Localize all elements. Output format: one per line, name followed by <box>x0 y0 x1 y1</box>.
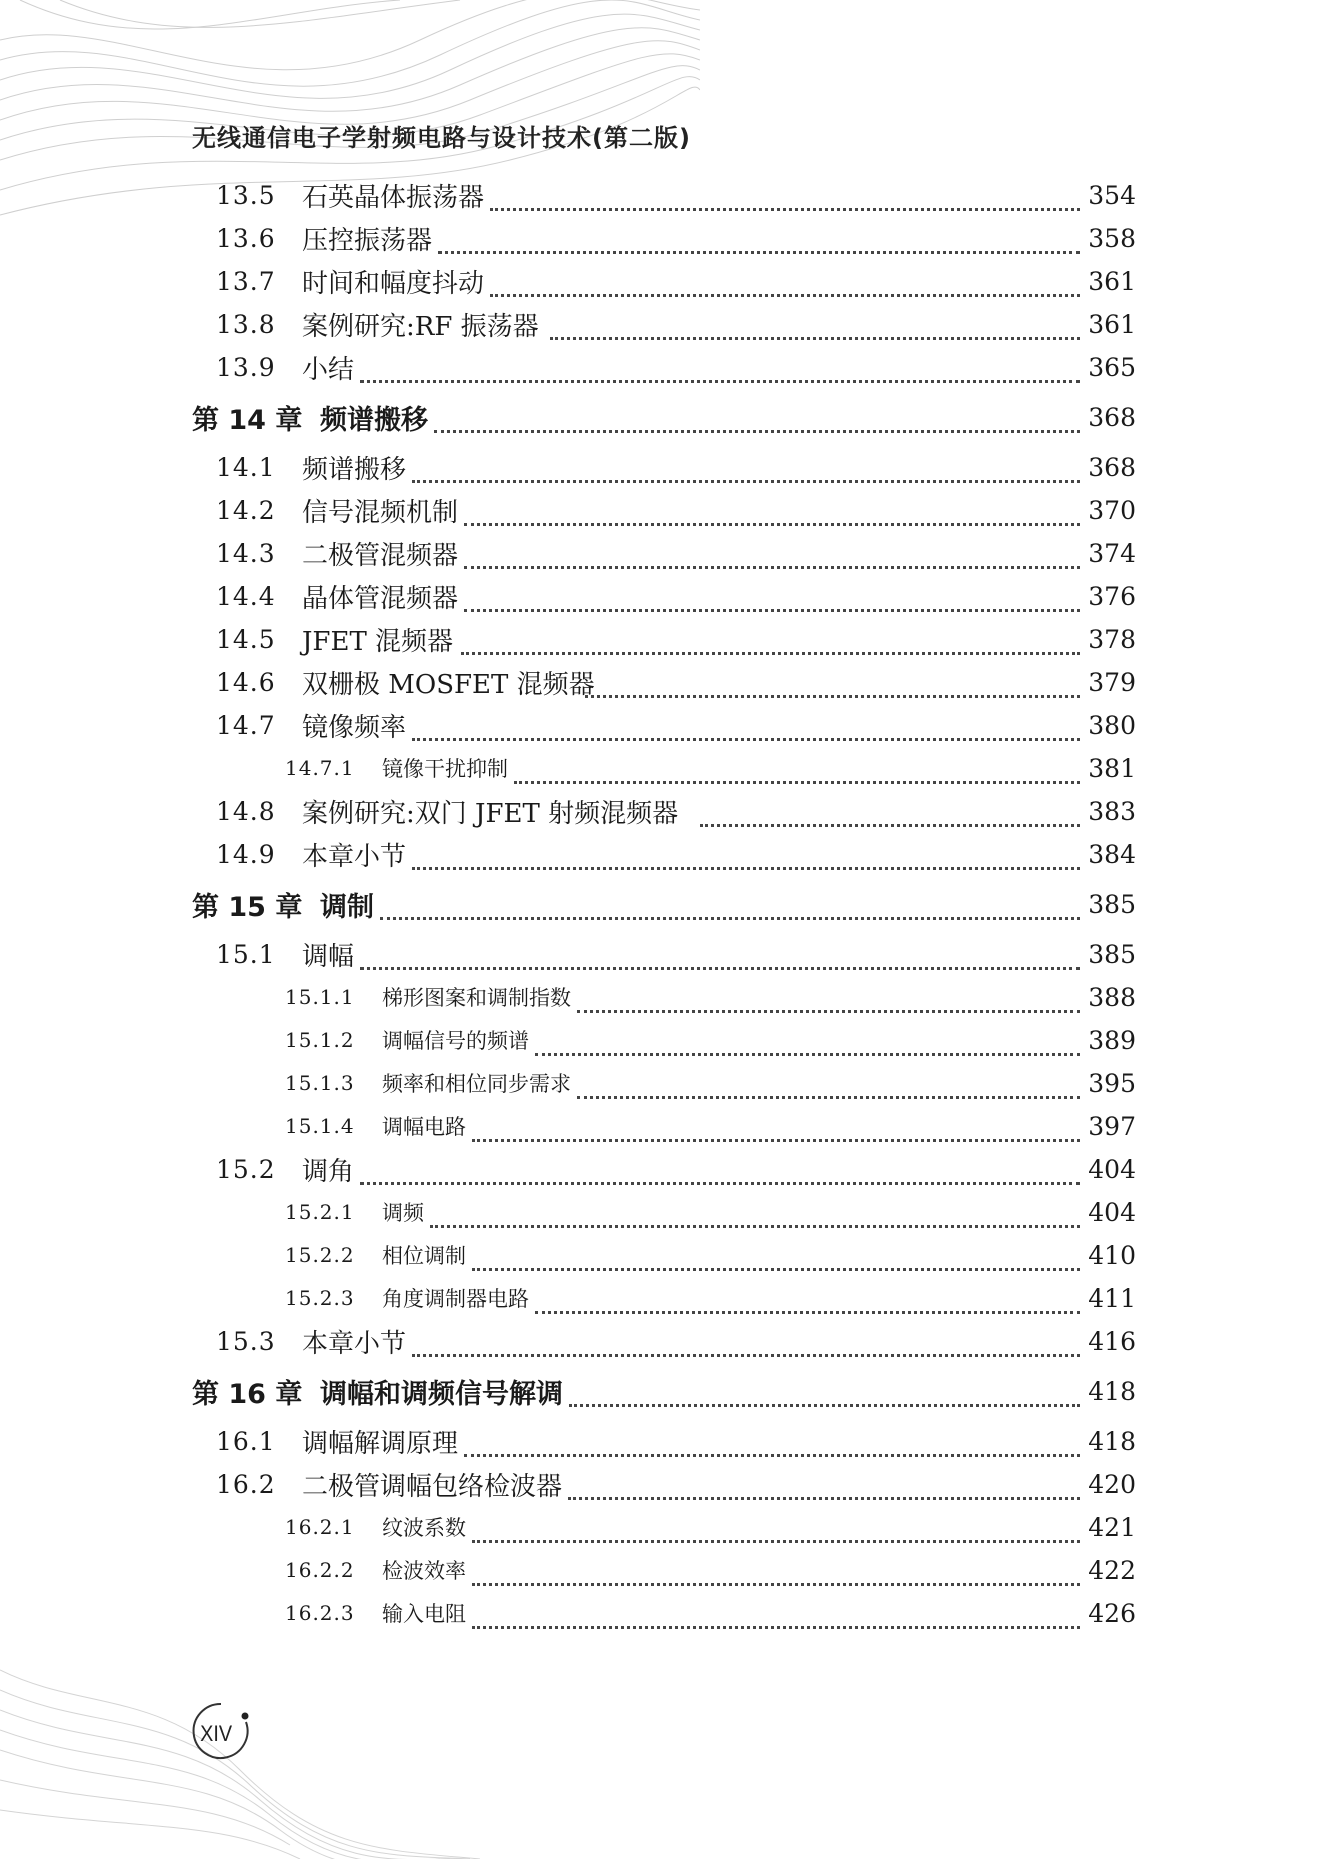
toc-entry-title: 输入电阻 <box>382 1602 466 1626</box>
toc-entry-title: 信号混频机制 <box>302 497 459 528</box>
toc-entry <box>0 705 1331 745</box>
toc-entry-number: 13.8 <box>216 309 276 339</box>
toc-leader-dots <box>490 264 1080 297</box>
toc-entry <box>0 447 1331 487</box>
toc-leader-dots <box>577 1066 1080 1099</box>
toc-entry-number: 15.2.3 <box>285 1286 355 1310</box>
toc-entry-page: 410 <box>1088 1240 1136 1270</box>
toc-entry-number: 15.1 <box>216 939 276 969</box>
toc-entry-page: 411 <box>1088 1283 1136 1313</box>
toc-entry-page: 421 <box>1088 1512 1136 1542</box>
toc-entry <box>0 347 1331 387</box>
toc-entry <box>0 175 1331 215</box>
toc-entry-page: 384 <box>1088 839 1136 869</box>
toc-entry <box>0 1020 1331 1060</box>
toc-leader-dots <box>412 1324 1080 1357</box>
toc-entry <box>0 1278 1331 1318</box>
toc-entry-title: 角度调制器电路 <box>382 1287 529 1311</box>
toc-leader-dots <box>380 887 1080 920</box>
toc-entry-number: 15.1.3 <box>285 1071 355 1095</box>
toc-entry <box>0 662 1331 702</box>
toc-entry-title: 时间和幅度抖动 <box>302 268 485 299</box>
toc-entry-number: 13.5 <box>216 180 276 210</box>
toc-entry <box>0 1063 1331 1103</box>
toc-entry-number: 14.6 <box>216 667 276 697</box>
toc-entry-page: 365 <box>1088 352 1136 382</box>
toc-entry <box>0 791 1331 831</box>
toc-entry-page: 426 <box>1088 1598 1136 1628</box>
toc-entry-title: 镜像频率 <box>302 712 407 743</box>
toc-entry-title: 晶体管混频器 <box>302 583 459 614</box>
toc-entry-number: 15.1.4 <box>285 1114 355 1138</box>
toc-entry-page: 361 <box>1088 309 1136 339</box>
toc-leader-dots <box>464 1424 1080 1457</box>
toc-entry-title: JFET 混频器 <box>302 626 454 657</box>
toc-entry-number: 13.9 <box>216 352 276 382</box>
toc-entry <box>0 1593 1331 1633</box>
toc-entry-number: 16.2.1 <box>285 1515 355 1539</box>
toc-entry-page: 385 <box>1088 889 1136 919</box>
toc-leader-dots <box>360 1152 1080 1185</box>
toc-entry <box>0 533 1331 573</box>
running-header-book-title: 无线通信电子学射频电路与设计技术(第二版) <box>192 124 691 152</box>
toc-entry <box>0 977 1331 1017</box>
toc-entry <box>0 397 1331 437</box>
toc-entry-number: 14.7 <box>216 710 276 740</box>
toc-entry-number: 14.2 <box>216 495 276 525</box>
toc-entry-number: 15.2.2 <box>285 1243 355 1267</box>
toc-entry-page: 418 <box>1088 1376 1136 1406</box>
toc-entry-title: 频谱搬移 <box>302 454 407 485</box>
toc-entry-number: 14.5 <box>216 624 276 654</box>
toc-leader-dots <box>464 579 1080 612</box>
toc-entry-title: 双栅极 MOSFET 混频器 <box>302 669 595 700</box>
toc-entry <box>0 490 1331 530</box>
toc-entry-page: 379 <box>1088 667 1136 697</box>
toc-leader-dots <box>360 350 1080 383</box>
toc-entry-page: 404 <box>1088 1197 1136 1227</box>
toc-entry-number: 第 14 章 <box>192 404 303 436</box>
toc-entry-page: 416 <box>1088 1326 1136 1356</box>
toc-entry <box>0 1149 1331 1189</box>
toc-entry-page: 422 <box>1088 1555 1136 1585</box>
toc-leader-dots <box>412 837 1080 870</box>
toc-entry-title: 小结 <box>302 354 355 385</box>
toc-entry-page: 395 <box>1088 1068 1136 1098</box>
toc-entry-title: 二极管混频器 <box>302 540 459 571</box>
toc-entry <box>0 1235 1331 1275</box>
toc-entry <box>0 261 1331 301</box>
toc-leader-dots <box>535 1281 1080 1314</box>
toc-entry-title: 本章小节 <box>302 1328 407 1359</box>
toc-entry-title: 调制 <box>320 891 374 923</box>
toc-leader-dots <box>464 493 1080 526</box>
toc-entry <box>0 1371 1331 1411</box>
toc-entry-title: 检波效率 <box>382 1559 466 1583</box>
toc-leader-dots <box>472 1238 1080 1271</box>
toc-entry-page: 370 <box>1088 495 1136 525</box>
toc-entry-page: 397 <box>1088 1111 1136 1141</box>
toc-entry-number: 第 16 章 <box>192 1378 303 1410</box>
toc-leader-dots <box>550 307 1080 340</box>
toc-entry-number: 16.2 <box>216 1469 276 1499</box>
toc-leader-dots <box>412 708 1080 741</box>
toc-entry <box>0 1106 1331 1146</box>
toc-entry-page: 354 <box>1088 180 1136 210</box>
toc-entry-number: 14.8 <box>216 796 276 826</box>
toc-entry-page: 388 <box>1088 982 1136 1012</box>
toc-entry-page: 404 <box>1088 1154 1136 1184</box>
toc-entry <box>0 748 1331 788</box>
toc-leader-dots <box>472 1596 1080 1629</box>
toc-entry <box>0 1507 1331 1547</box>
toc-leader-dots <box>438 221 1080 254</box>
toc-leader-dots <box>461 622 1080 655</box>
toc-entry-number: 16.2.3 <box>285 1601 355 1625</box>
toc-entry <box>0 834 1331 874</box>
toc-entry-page: 358 <box>1088 223 1136 253</box>
toc-entry-number: 15.1.1 <box>285 985 355 1009</box>
toc-entry-title: 案例研究:双门 JFET 射频混频器 <box>302 798 679 829</box>
toc-leader-dots <box>569 1374 1080 1407</box>
toc-entry-number: 13.7 <box>216 266 276 296</box>
toc-entry-page: 368 <box>1088 452 1136 482</box>
toc-entry <box>0 619 1331 659</box>
toc-entry-number: 第 15 章 <box>192 891 303 923</box>
toc-entry-page: 389 <box>1088 1025 1136 1055</box>
toc-leader-dots <box>472 1553 1080 1586</box>
toc-entry <box>0 218 1331 258</box>
toc-entry-page: 383 <box>1088 796 1136 826</box>
toc-entry-title: 调幅电路 <box>382 1115 466 1139</box>
toc-entry <box>0 304 1331 344</box>
toc-entry-title: 调幅和调频信号解调 <box>320 1378 563 1410</box>
toc-entry-title: 调频 <box>382 1201 424 1225</box>
toc-leader-dots <box>434 400 1080 433</box>
toc-entry-number: 15.2.1 <box>285 1200 355 1224</box>
toc-entry-title: 压控振荡器 <box>302 225 433 256</box>
toc-entry-page: 361 <box>1088 266 1136 296</box>
toc-entry-page: 368 <box>1088 402 1136 432</box>
toc-entry-title: 调幅 <box>302 941 355 972</box>
toc-entry-number: 14.4 <box>216 581 276 611</box>
toc-leader-dots <box>568 1467 1080 1500</box>
toc-leader-dots <box>412 450 1080 483</box>
toc-entry-page: 385 <box>1088 939 1136 969</box>
toc-entry-page: 418 <box>1088 1426 1136 1456</box>
page-folio-badge <box>190 1700 252 1762</box>
toc-entry-title: 梯形图案和调制指数 <box>382 986 571 1010</box>
toc-entry-number: 15.1.2 <box>285 1028 355 1052</box>
toc-leader-dots <box>472 1510 1080 1543</box>
toc-entry <box>0 576 1331 616</box>
toc-leader-dots <box>577 980 1080 1013</box>
toc-leader-dots <box>360 937 1080 970</box>
toc-entry-page: 381 <box>1088 753 1136 783</box>
toc-entry-title: 镜像干扰抑制 <box>382 757 508 781</box>
toc-entry-number: 15.2 <box>216 1154 276 1184</box>
toc-entry-number: 14.3 <box>216 538 276 568</box>
toc-entry-title: 石英晶体振荡器 <box>302 182 485 213</box>
toc-entry-number: 14.1 <box>216 452 276 482</box>
toc-entry-number: 16.2.2 <box>285 1558 355 1582</box>
toc-entry-number: 13.6 <box>216 223 276 253</box>
toc-entry-title: 相位调制 <box>382 1244 466 1268</box>
toc-entry <box>0 934 1331 974</box>
page-folio-number: XIV <box>200 1722 233 1747</box>
toc-entry-number: 16.1 <box>216 1426 276 1456</box>
toc-leader-dots <box>490 178 1080 211</box>
toc-entry <box>0 1550 1331 1590</box>
toc-leader-dots <box>430 1195 1080 1228</box>
toc-entry-page: 374 <box>1088 538 1136 568</box>
toc-entry-title: 案例研究:RF 振荡器 <box>302 311 539 342</box>
toc-entry-number: 15.3 <box>216 1326 276 1356</box>
toc-leader-dots <box>535 1023 1080 1056</box>
toc-leader-dots <box>585 665 1080 698</box>
toc-leader-dots <box>472 1109 1080 1142</box>
toc-entry <box>0 1421 1331 1461</box>
toc-entry-title: 二极管调幅包络检波器 <box>302 1471 563 1502</box>
toc-leader-dots <box>700 794 1080 827</box>
toc-entry-title: 频率和相位同步需求 <box>382 1072 571 1096</box>
toc-entry <box>0 1192 1331 1232</box>
toc-entry-page: 380 <box>1088 710 1136 740</box>
toc-entry <box>0 1321 1331 1361</box>
toc-entry-page: 420 <box>1088 1469 1136 1499</box>
toc-leader-dots <box>464 536 1080 569</box>
toc-leader-dots <box>514 751 1080 784</box>
toc-entry <box>0 884 1331 924</box>
toc-entry-number: 14.9 <box>216 839 276 869</box>
toc-entry <box>0 1464 1331 1504</box>
toc-entry-title: 调幅解调原理 <box>302 1428 459 1459</box>
toc-entry-page: 376 <box>1088 581 1136 611</box>
toc-entry-title: 纹波系数 <box>382 1516 466 1540</box>
toc-entry-title: 频谱搬移 <box>320 404 428 436</box>
toc-entry-number: 14.7.1 <box>285 756 355 780</box>
toc-entry-title: 本章小节 <box>302 841 407 872</box>
toc-entry-title: 调角 <box>302 1156 355 1187</box>
toc-entry-title: 调幅信号的频谱 <box>382 1029 529 1053</box>
toc-entry-page: 378 <box>1088 624 1136 654</box>
